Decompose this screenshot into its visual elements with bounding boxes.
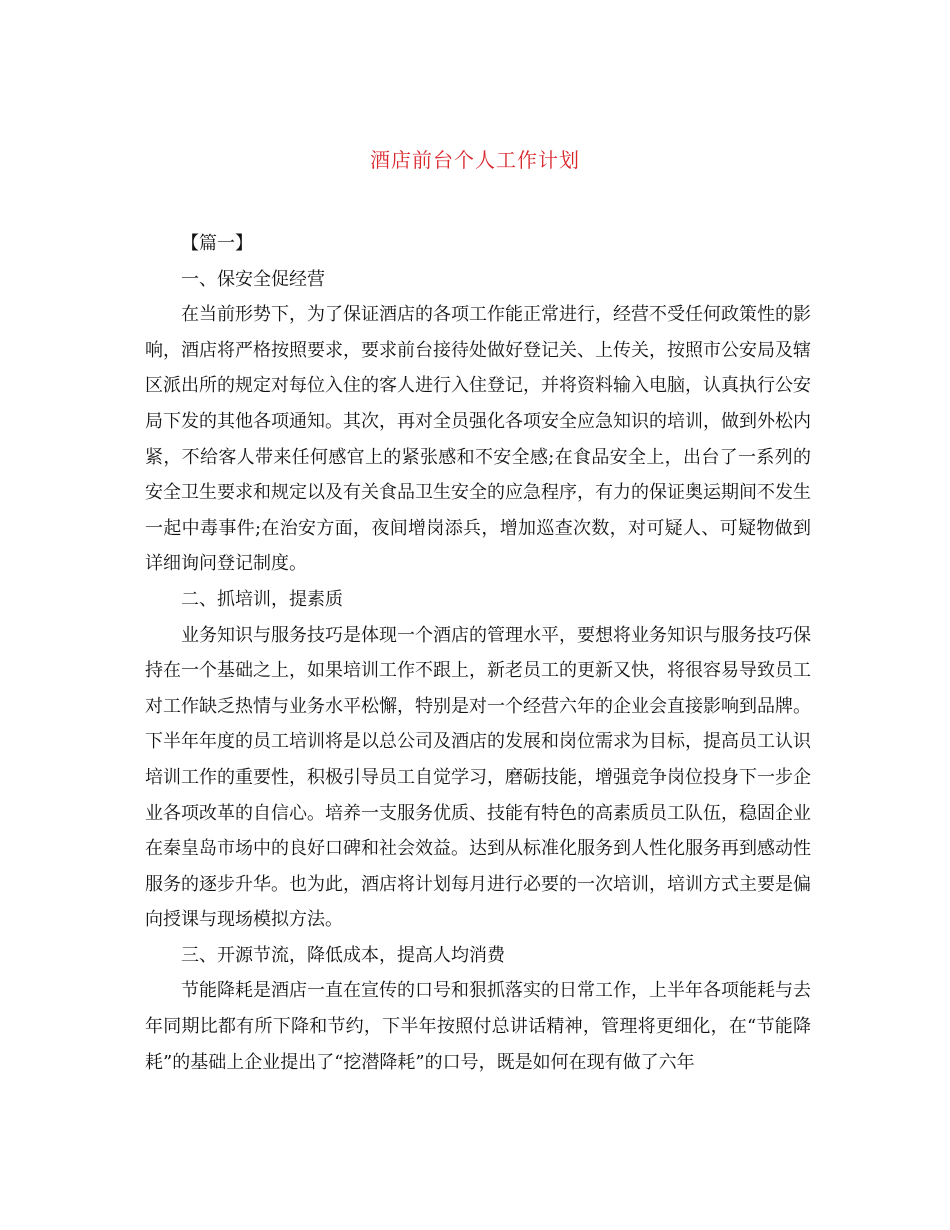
document-body: [145, 226, 811, 1080]
paragraph-2: 业务知识与服务技巧是体现一个酒店的管理水平，要想将业务知识与服务技巧保持在一个基础之上，如果培训工作不跟上，新老员工的更新又快，将很容易导致员工对工作缺乏热情与业务水平松懈，特别是对一个经营六年的企业会直接影响到品牌。下半年年度的员工培训将是以总公司及酒店的发展和岗位需求为目标，提高员工认识培训工作的重要性，积极引导员工自觉学习，磨砺技能，增强竞争岗位投身下一步企业各项改革的自信心。培养一支服务优质、技能有特色的高素质员工队伍，稳固企业在秦皇岛市场中的良好口碑和社会效益。达到从标准化服务到人性化服务再到感动性服务的逐步升华。也为此，酒店将计划每月进行必要的一次培训，培训方式主要是偏向授课与现场模拟方法。: [145, 624, 811, 931]
section-heading-1: 一、保安全促经营: [181, 268, 325, 290]
section-heading-3: 三、开源节流，降低成本，提高人均消费: [181, 944, 505, 966]
document-title: 酒店前台个人工作计划: [370, 148, 580, 172]
section-label: 【篇一】: [181, 233, 253, 254]
paragraph-3: 节能降耗是酒店一直在宣传的口号和狠抓落实的日常工作，上半年各项能耗与去年同期比都有所下降和节约，下半年按照付总讲话精神，管理将更细化，在“节能降耗”的基础上企业提出了“挖潜降耗”的口号，既是如何在现有做了六年: [145, 980, 811, 1073]
paragraph-1: 在当前形势下，为了保证酒店的各项工作能正常进行，经营不受任何政策性的影响，酒店将严格按照要求，要求前台接待处做好登记关、上传关，按照市公安局及辖区派出所的规定对每位入住的客人进行入住登记，并将资料输入电脑，认真执行公安局下发的其他各项通知。其次，再对全员强化各项安全应急知识的培训，做到外松内紧，不给客人带来任何感官上的紧张感和不安全感;在食品安全上，出台了一系列的安全卫生要求和规定以及有关食品卫生安全的应急程序，有力的保证奥运期间不发生一起中毒事件;在治安方面，夜间增岗添兵，增加巡查次数，对可疑人、可疑物做到详细询问登记制度。: [145, 304, 811, 575]
section-heading-2: 二、抓培训，提素质: [181, 588, 343, 610]
